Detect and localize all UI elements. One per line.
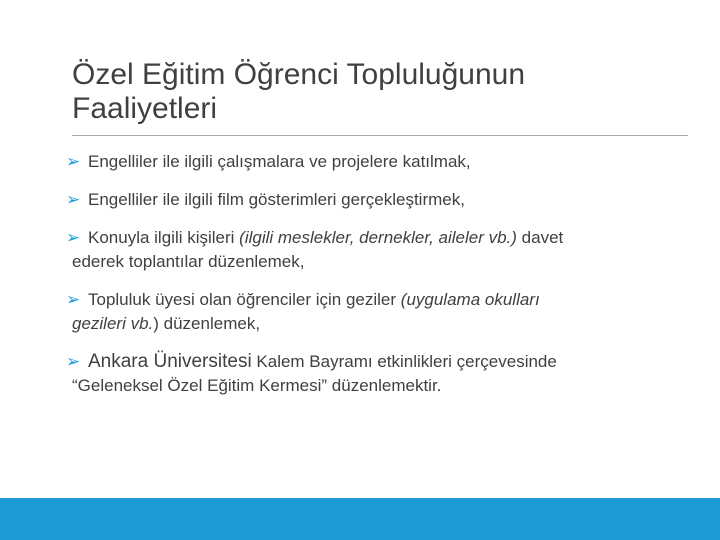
bullet-continuation: “Geleneksel Özel Eğitim Kermesi” düzenlemektir. — [72, 376, 442, 395]
footer-bar — [0, 498, 720, 540]
title-divider — [72, 135, 688, 136]
slide-title: Özel Eğitim Öğrenci Topluluğunun Faaliyetleri — [72, 58, 526, 125]
arrow-bullet-icon: ➢ — [66, 152, 81, 171]
bullet-list — [66, 150, 706, 398]
bullet-text-italic: gezileri vb. — [72, 314, 154, 333]
bullet-text: Topluluk üyesi olan öğrenciler için geziler — [88, 290, 401, 309]
bullet-text: Engelliler ile ilgili film gösterimleri gerçekleştirmek, — [88, 190, 465, 209]
arrow-bullet-icon: ➢ — [66, 290, 81, 309]
bullet-text-large: Ankara Üniversitesi — [88, 351, 252, 372]
bullet-text: Engelliler ile ilgili çalışmalara ve projelere katılmak, — [88, 152, 471, 171]
bullet-text: Kalem Bayramı etkinlikleri çerçevesinde — [251, 352, 557, 371]
bullet-item — [66, 188, 706, 212]
bullet-continuation — [72, 312, 706, 336]
bullet-text-italic: (ilgili meslekler, dernekler, aileler vb.) — [239, 228, 517, 247]
bullet-item — [66, 350, 706, 398]
bullet-text: ) düzenlemek, — [153, 314, 261, 333]
bullet-item — [66, 226, 706, 274]
bullet-text: davet — [516, 228, 564, 247]
bullet-text-italic: (uygulama okulları — [400, 290, 540, 309]
arrow-bullet-icon: ➢ — [66, 190, 81, 209]
bullet-text: Konuyla ilgili kişileri — [88, 228, 240, 247]
bullet-continuation: ederek toplantılar düzenlemek, — [72, 252, 305, 271]
arrow-bullet-icon: ➢ — [66, 352, 81, 371]
arrow-bullet-icon: ➢ — [66, 228, 81, 247]
bullet-item — [66, 150, 706, 174]
bullet-item — [66, 288, 706, 336]
